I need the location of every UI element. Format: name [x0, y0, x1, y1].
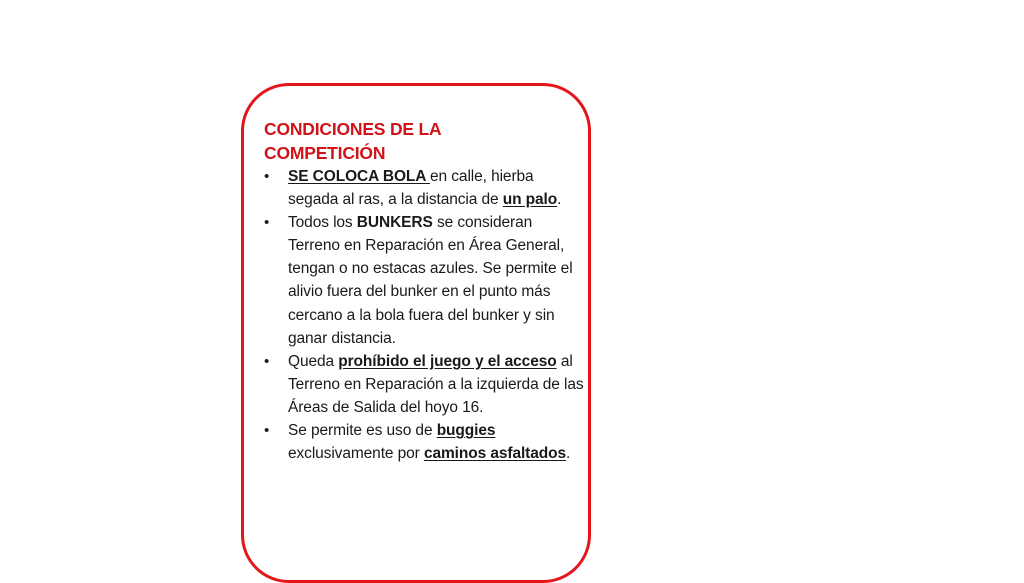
- rule-item-prohibited-area: [264, 350, 584, 419]
- rule-1-distance: un palo: [502, 191, 558, 209]
- card-title-line-1: CONDICIONES DE LA: [264, 119, 442, 139]
- rule-1-emphasis: SE COLOCA BOLA: [288, 168, 431, 185]
- rules-card-content: [264, 117, 584, 465]
- card-title: [264, 117, 584, 165]
- rule-item-bunkers: [264, 211, 584, 350]
- rules-list: [264, 165, 584, 465]
- bullet-icon: •: [264, 168, 270, 185]
- bullet-icon: •: [264, 352, 270, 370]
- bullet-icon: •: [264, 214, 270, 232]
- rule-3-lead: Queda: [288, 352, 339, 370]
- rule-3-emphasis: prohíbido el juego y el acceso: [338, 352, 557, 370]
- rule-item-buggies: [264, 419, 584, 465]
- rule-3-text: al Terreno en Reparación a la izquierda de las Áreas de Salida del hoyo 16.: [288, 352, 584, 416]
- rule-4-buggies: buggies: [436, 422, 496, 440]
- bullet-icon: •: [264, 422, 270, 440]
- card-title-line-2: COMPETICIÓN: [264, 143, 386, 163]
- rule-item-ball-placement: [264, 165, 584, 211]
- rule-4-end: .: [566, 445, 571, 463]
- rule-2-text: se consideran Terreno en Reparación en Área General, tengan o no estacas azules. Se permite el alivio fuera del bunker en el punto más cercano a la bola fuera del bunker y sin ganar distancia.: [288, 214, 573, 347]
- rule-4-paths: caminos asfaltados: [423, 445, 567, 463]
- rule-4-text: exclusivamente por: [288, 445, 424, 463]
- rule-1-end: .: [557, 191, 562, 209]
- rule-2-emphasis: BUNKERS: [356, 214, 433, 232]
- rule-1-text: en calle, hierba segada al ras, a la distancia de: [288, 168, 534, 209]
- rule-4-lead: Se permite es uso de: [288, 422, 437, 440]
- rule-2-lead: Todos los: [288, 214, 357, 232]
